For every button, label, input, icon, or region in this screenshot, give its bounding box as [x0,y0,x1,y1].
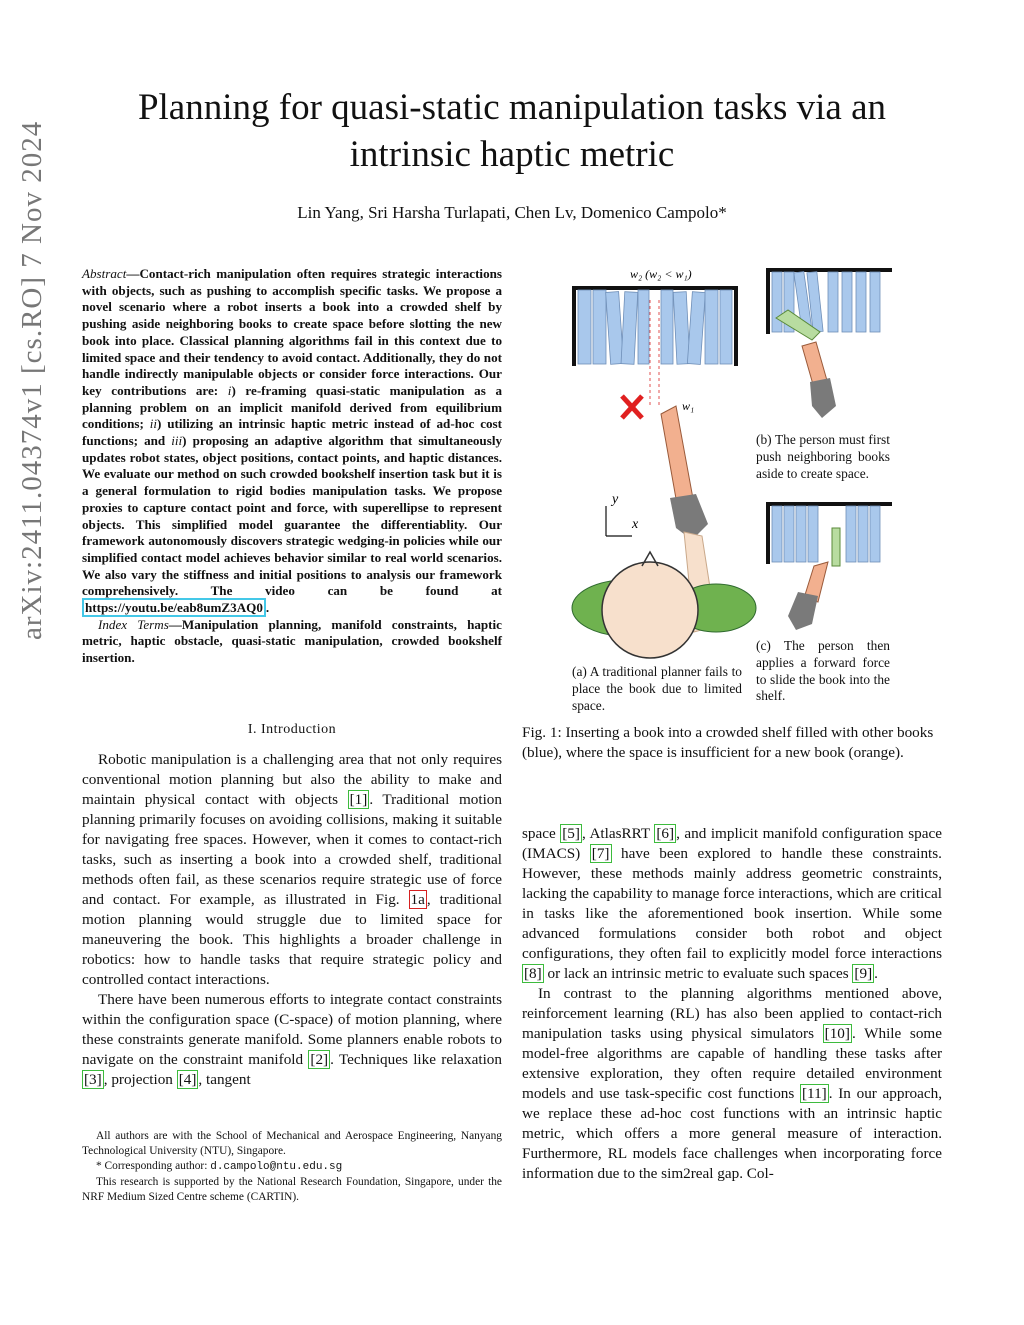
text: space [522,825,561,842]
citation-10[interactable]: [10] [824,1025,850,1042]
book [828,272,838,332]
text: * Corresponding author: [96,1160,211,1172]
title-line-1: Planning for quasi-static manipulation tasks via an [137,87,887,128]
text: . While some model-free algorithms are capable of handling these tasks after extensive exploration, they often require detailed environment models and use task-specific cost functions [522,1025,942,1102]
right-column [522,824,942,1184]
shelf-b-top [766,268,892,272]
abstract-end: . [265,600,270,616]
books-a [578,290,732,364]
book [870,506,880,562]
book [772,272,782,332]
book [846,506,856,562]
roman-i: i [227,382,232,398]
book [593,290,606,364]
abstract-text-3: ) utilizing an intrinsic haptic metric instead of ad-hoc cost functions; and [82,416,503,449]
books-c [772,506,880,562]
citation-5[interactable]: [5] [562,825,580,842]
book [870,272,880,332]
abstract-label: Abstract [82,266,127,281]
axis-x-label: x [632,517,639,532]
citation-2[interactable]: [2] [310,1051,329,1068]
shelf-left-wall [572,286,576,366]
book [796,506,806,562]
text: , AtlasRRT [581,825,655,842]
book [842,272,852,332]
author-list: Lin Yang, Sri Harsha Turlapati, Chen Lv, Domenico Campolo* [297,203,727,222]
text: , traditional motion planning would struggle due to limited space for maneuvering the book. This highlights a broader challenge in robotics: how to handle tasks that require strategic policy and controlled contact interactions. [82,891,503,988]
text: . Techniques like relaxation [330,1051,502,1068]
paper-title [60,84,964,178]
intro-paragraph-2 [82,990,502,1090]
shelf-right-wall [734,286,738,366]
gripper-c [788,592,818,630]
book-orange [661,406,694,510]
footnote-affiliation: All authors are with the School of Mechanical and Aerospace Engineering, Nanyang Technological University (NTU), Singapore. [82,1130,502,1157]
book [772,506,782,562]
text: In contrast to the planning algorithms mentioned above, reinforcement learning (RL) has also been applied to contact-rich manipulation tasks using physical simulators [522,985,942,1042]
footnote-funding: This research is supported by the National Research Foundation, Singapore, under the NRF Medium Sized Centre scheme (CARTIN). [82,1176,502,1203]
intro-paragraph-1 [82,750,502,990]
footnote-corresponding [82,1159,502,1175]
gripper-b [810,378,836,418]
text: There have been numerous efforts to integrate contact constraints within the configuration space (C-space) of motion planning, where these constraints generate manifold. Some planners enable robots to navigate on the constraint manifold [82,991,502,1068]
citation-4[interactable]: [4] [178,1071,197,1088]
figure-1 [566,266,946,713]
text: or lack an intrinsic metric to evaluate such spaces [543,965,853,982]
book [784,506,794,562]
figure-caption: Fig. 1: Inserting a book into a crowded shelf filled with other books (blue), where the space is insufficient for a new book (orange). [522,724,934,761]
cross-icon [622,396,642,418]
label-w2: w₂ (w₂ < w₁) [630,267,692,281]
citation-1[interactable]: [1] [349,791,368,808]
text: have been explored to handle these constraints. However, these methods mainly address geometric constraints, lacking the capability to manage force interactions, which are critical in tasks like the aforementioned book insertion. While some advanced formulations consider both robot and object configurations, they often fail to explicitly model force interactions [522,845,942,962]
book [720,290,732,364]
shelf-b-wall [766,268,770,334]
axes [606,506,632,536]
book [673,292,690,365]
book [606,292,624,365]
book [808,506,818,562]
citation-3[interactable]: [3] [84,1071,102,1088]
book [856,272,866,332]
citation-7[interactable]: [7] [591,845,610,862]
book [705,290,718,364]
abstract-text-4: ) proposing an adaptive algorithm that simultaneously updates robot states, object positions, contact points, and haptic distances. We evaluate our method on such crowded bookshelf insertion task but it is a general formulation to rigid bodies manipulation tasks. We propose proxies to capture contact point and force, with superellipse to represent objects. This simplified model guarantee the differentiablity. Our framework autonomously discovers strategic wedging-in policies while our simplified contact model achieves behavior similar to real world scenarios. We also vary the stiffness and initial positions to analysis our framework comprehensively. The video can be found at [82,433,502,599]
axis-y-label: y [612,492,619,507]
text: , tangent [198,1071,251,1088]
right-paragraph-1 [522,824,942,984]
label-w1: w₁ [682,399,695,413]
citation-9[interactable]: [9] [854,965,873,982]
arxiv-identifier: arXiv:2411.04374v1 [cs.RO] 7 Nov 2024 [16,120,48,640]
section-heading: I. Introduction [247,722,337,737]
head [602,562,698,658]
title-line-2: intrinsic haptic metric [349,134,675,175]
text: , projection [103,1071,177,1088]
email[interactable]: d.campolo@ntu.edu.sg [210,1161,343,1173]
forward-arrow [832,528,840,566]
footnotes [82,1129,502,1205]
shelf-c-wall [766,502,770,564]
abstract-text-2: ) re-framing quasi-static manipulation as a planning problem on an implicit manifold derived from equilibrium conditions; [82,382,502,432]
roman-iii: iii [171,433,183,449]
text: . Traditional motion planning primarily focuses on avoiding collisions, making it suitable for navigating free spaces. However, when it comes to contact-rich tasks, such as inserting a book into a crowded shelf, traditional methods often fail, as these scenarios require strategic use of force and contact. For example, as illustrated in Fig. [82,791,502,908]
citation-8[interactable]: [8] [524,965,542,982]
book [638,290,649,364]
index-terms-text: —Manipulation planning, manifold constraints, haptic metric, haptic obstacle, quasi-static manipulation, crowded bookshelf insertion. [82,616,502,666]
shelf-c-top [766,502,892,506]
book [621,292,638,365]
shelf-top [572,286,738,290]
text: , and implicit manifold configuration space (IMACS) [522,825,942,862]
video-link[interactable]: https://youtu.be/eab8umZ3AQ0 [82,598,266,617]
roman-ii: ii [149,416,157,432]
figure-ref-1a[interactable]: 1a [410,891,425,908]
caption-b: (b) The person must first push neighboring books aside to create space. [756,432,890,481]
book [858,506,868,562]
caption-c: (c) The person then applies a forward force to slide the book into the shelf. [756,638,890,704]
caption-a: (a) A traditional planner fails to place the book due to limited space. [572,664,742,713]
text: . [874,965,878,982]
text: Robotic manipulation is a challenging area that not only requires conventional motion planning but also the ability to make and maintain physical contact with objects [82,751,502,808]
citation-11[interactable]: [11] [802,1085,827,1102]
right-paragraph-2 [522,984,942,1184]
intro-left-column [82,750,502,1090]
abstract-text-1: —Contact-rich manipulation often requires strategic interactions with objects, such as pushing to accomplish specific tasks. We propose a novel scenario where a robot inserts a book into a crowded shelf by pushing aside neighboring books to create space before slotting the new book into place. Classical planning algorithms fail in this context due to limited space and their tendency to avoid contact. Additionally, they do not handle indirectly manipulable objects or consider force interactions. Our key contributions are: [82,266,502,398]
citation-6[interactable]: [6] [656,825,675,842]
text: . In our approach, we replace these ad-hoc cost functions with an intrinsic haptic metric, which offers a more general measure of interaction. Furthermore, RL models face challenges when incorporating force information due to the sim2real gap. Col- [522,1085,942,1182]
index-terms-label: Index Terms [98,616,169,632]
book [661,290,673,364]
book [687,292,705,365]
abstract [82,266,502,667]
book [578,290,591,364]
